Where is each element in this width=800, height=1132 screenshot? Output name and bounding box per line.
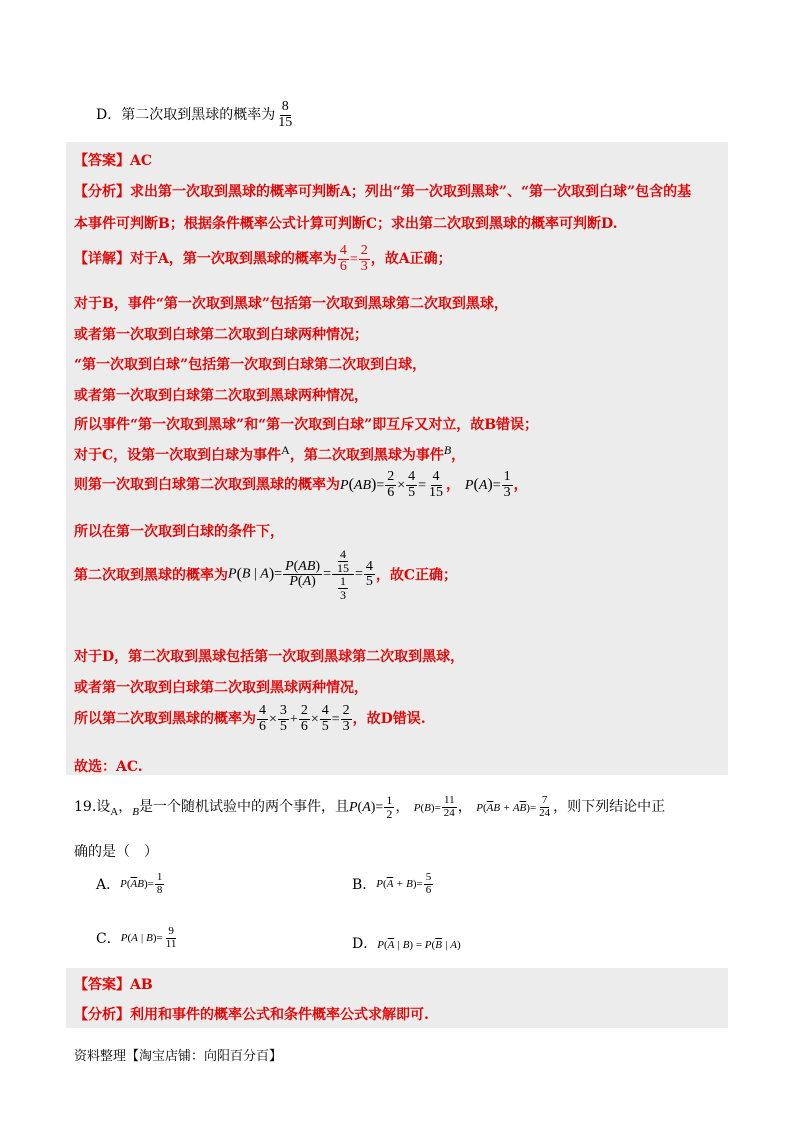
fraction: $\frac{4}{15}$ [429, 469, 444, 500]
fraction: $\frac{3}{5}$ [279, 703, 287, 734]
answer-line-q19: 【答案】AB [74, 977, 153, 993]
fraction: $\frac{9}{11}$ [165, 925, 177, 950]
detail-line-c4: 第二次取到黑球的概率为P(B | A)= $\frac{P(AB)}{P(A)}$ = $\frac{\frac{4}{15}}{\frac{1}{3}}$ = $\frac{4}{5}$ ，故C正确； [74, 547, 458, 602]
fraction: $\frac{1}{8}$ [156, 871, 163, 896]
detail-line-b3: “第一次取到白球”包括第一次取到白球第二次取到白球， [74, 357, 427, 373]
complex-fraction: $\frac{\frac{4}{15}}{\frac{1}{3}}$ [332, 548, 354, 601]
detail-line-d3: 所以第二次取到黑球的概率为 $\frac{4}{6}$ × $\frac{3}{5}$ + $\frac{2}{6}$ × $\frac{4}{5}$ = $\frac{2}{3}$ ，故D错误. [74, 703, 426, 734]
fraction: $\frac{8}{15}$ [278, 99, 293, 130]
analysis-line-1: 【分析】求出第一次取到黑球的概率可判断A；列出“第一次取到黑球”、“第一次取到白球”包含的基 [74, 184, 692, 200]
q19-option-d: D．$P(\overline{A}$ | $B) = P(\overline{B}$ | A) [352, 936, 461, 952]
footer-note: 资料整理【淘宝店铺：向阳百分百】 [74, 1049, 283, 1064]
detail-line-a: 【详解】对于A，第一次取到黑球的概率为 $\frac{4}{6}$ = $\frac{2}{3}$ ，故A正确； [74, 243, 452, 274]
analysis-line-2: 本事件可判断B；根据条件概率公式计算可判断C；求出第二次取到黑球的概率可判断D. [74, 216, 618, 232]
detail-line-d1: 对于D，第二次取到黑球包括第一次取到黑球第二次取到黑球， [74, 649, 465, 665]
option-text: 第二次取到黑球的概率为 [121, 107, 276, 124]
fraction: $\frac{2}{6}$ [300, 703, 308, 734]
fraction: $\frac{7}{24}$ [539, 794, 551, 819]
fraction: $\frac{2}{6}$ [387, 469, 395, 500]
analysis-line-q19: 【分析】利用和事件的概率公式和条件概率公式求解即可. [74, 1007, 429, 1023]
q18-option-d [96, 100, 295, 130]
option-label: D． [96, 107, 122, 124]
q19-stem: 19.设$_A$，$_B$是一个随机试验中的两个事件，且P(A)= $\frac{1}{2}$ ， P(B)= $\frac{11}{24}$ ， $P(\overline{A}B + A\overline{B})=$ $\frac{7}{24}$ ，则下列结论中正 [74, 793, 666, 821]
fraction: $\frac{1}{2}$ [386, 793, 393, 821]
choice-line: 故选：AC. [74, 759, 143, 775]
fraction: $\frac{5}{6}$ [425, 871, 432, 896]
fraction: $\frac{4}{5}$ [321, 703, 329, 734]
fraction: $\frac{4}{6}$ [339, 243, 347, 274]
fraction: $\frac{2}{3}$ [342, 703, 350, 734]
fraction: $\frac{1}{3}$ [503, 469, 511, 500]
detail-line-b5: 所以事件“第一次取到黑球”和“第一次取到白球”即互斥又对立，故B错误； [74, 417, 539, 433]
q19-option-b: B．$P(\overline{A} + B)=$ $\frac{5}{6}$ [352, 871, 432, 896]
fraction: $\frac{4}{5}$ [408, 469, 416, 500]
fraction: $\frac{P(AB)}{P(A)}$ [285, 558, 321, 590]
fraction: $\frac{11}{24}$ [443, 794, 455, 819]
q19-stem-2: 确的是（ ） [74, 844, 158, 860]
fraction: $\frac{4}{6}$ [259, 703, 266, 734]
fraction: $\frac{2}{3}$ [360, 243, 368, 274]
detail-line-b2: 或者第一次取到白球第二次取到白球两种情况； [74, 327, 368, 343]
detail-line-d2: 或者第一次取到白球第二次取到黑球两种情况， [74, 680, 368, 696]
q19-option-a: A．$P(\overline{A}B)=$ $\frac{1}{8}$ [96, 871, 163, 896]
q19-option-c: C．P(A | B)= $\frac{9}{11}$ [96, 925, 177, 950]
detail-line-c2: 则第一次取到白球第二次取到黑球的概率为P(AB)= $\frac{2}{6}$ × $\frac{4}{5}$ = $\frac{4}{15}$ ， P(A)= $\frac{1}{3}$ ， [74, 469, 528, 500]
detail-line-b4: 或者第一次取到白球第二次取到黑球两种情况， [74, 388, 368, 404]
detail-line-c1: 对于C，设第一次取到白球为事件A，第二次取到黑球为事件B， [74, 443, 466, 464]
detail-line-c3: 所以在第一次取到白球的条件下， [74, 524, 284, 540]
fraction: $\frac{4}{5}$ [365, 558, 373, 590]
answer-line: 【答案】AC [74, 153, 153, 169]
question-number: 19. [74, 799, 97, 816]
detail-line-b1: 对于B，事件“第一次取到黑球”包括第一次取到黑球第二次取到黑球， [74, 296, 508, 312]
